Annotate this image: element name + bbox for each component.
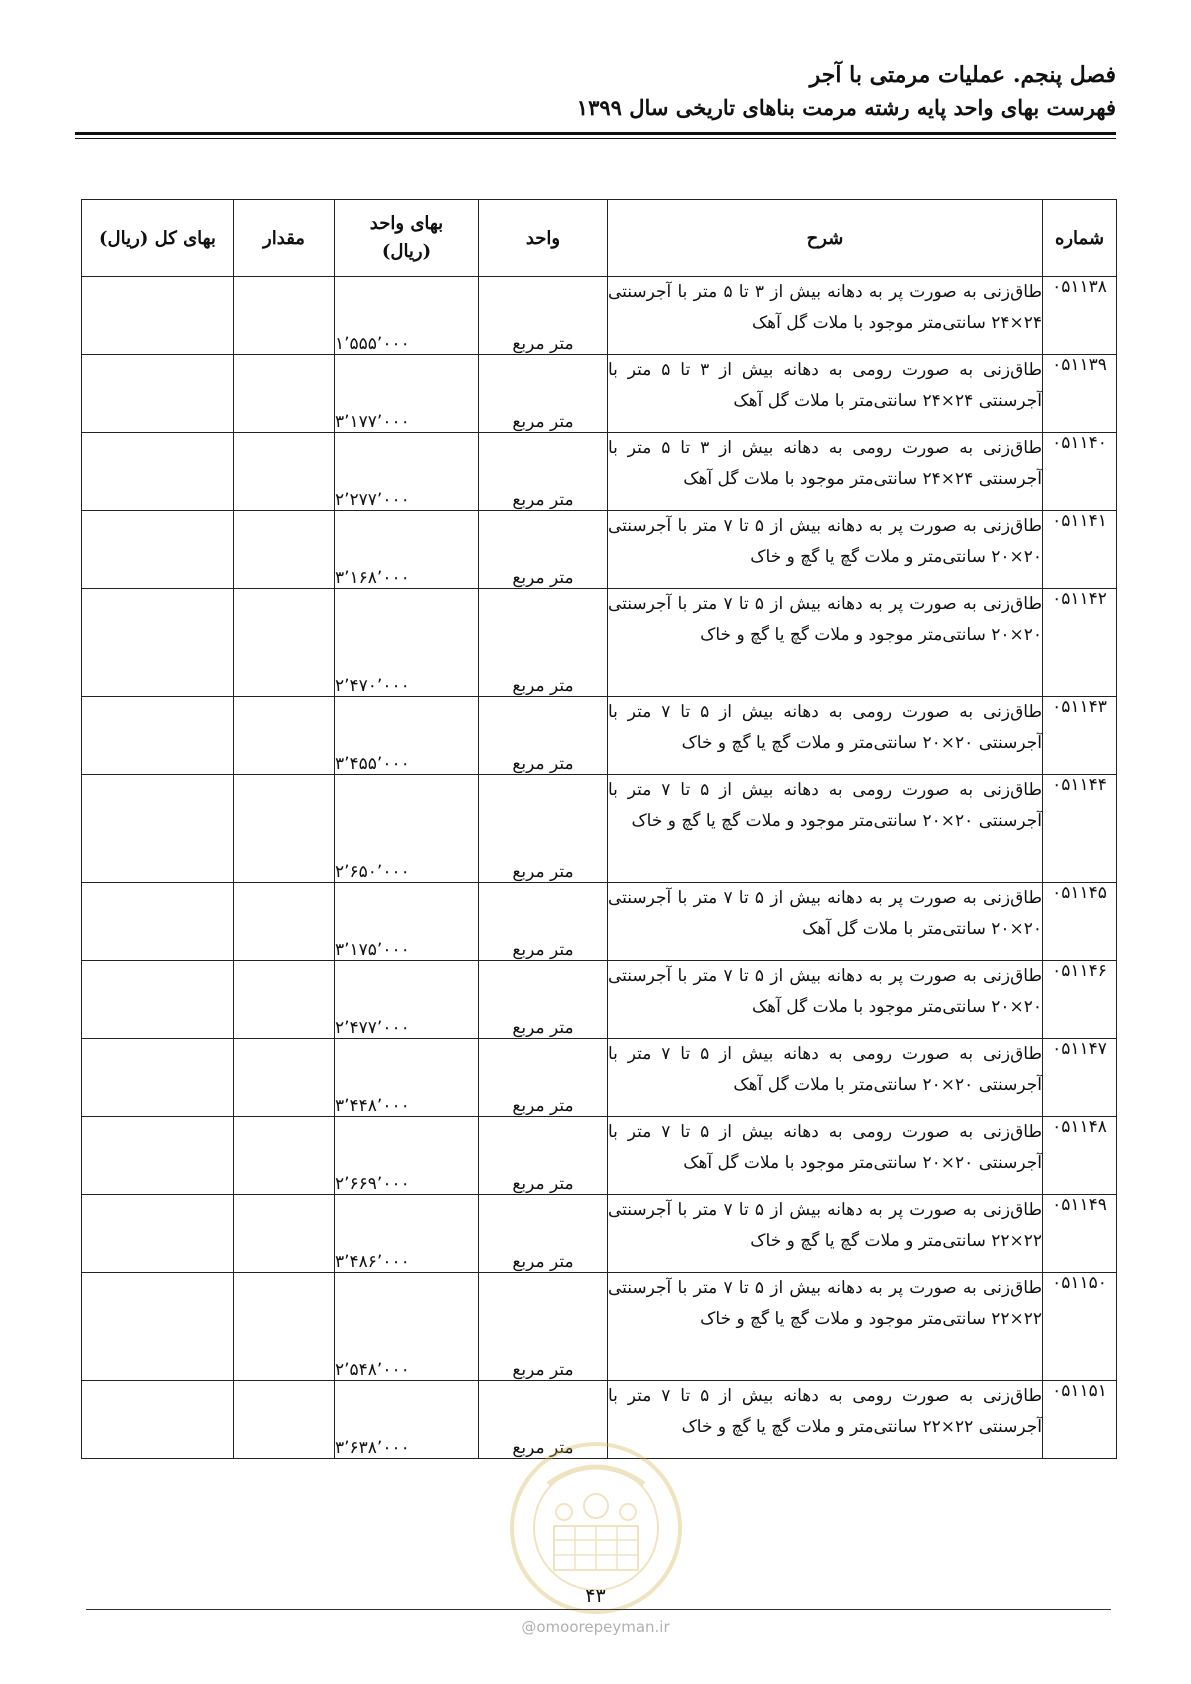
page-header bbox=[75, 58, 1116, 124]
cell-total-price bbox=[82, 1273, 234, 1381]
cell-unit-price: ۲٬۴۷۰٬۰۰۰ bbox=[335, 589, 479, 697]
price-table bbox=[81, 199, 1117, 1459]
cell-total-price bbox=[82, 277, 234, 355]
cell-unit-price: ۳٬۴۴۸٬۰۰۰ bbox=[335, 1039, 479, 1117]
cell-quantity bbox=[234, 1039, 335, 1117]
col-header-unit: واحد bbox=[479, 200, 608, 277]
cell-quantity bbox=[234, 511, 335, 589]
cell-item-number: ۰۵۱۱۴۹ bbox=[1043, 1195, 1117, 1273]
cell-item-number: ۰۵۱۱۴۳ bbox=[1043, 697, 1117, 775]
table-row bbox=[82, 1195, 1117, 1273]
cell-item-number: ۰۵۱۱۵۰ bbox=[1043, 1273, 1117, 1381]
cell-description: طاق‌زنی به صورت پر به دهانه بیش از ۳ تا ۵ متر با آجرسنتی ۲۴×۲۴ سانتی‌متر موجود با ملات گل آهک bbox=[608, 277, 1043, 355]
cell-unit-price: ۱٬۵۵۵٬۰۰۰ bbox=[335, 277, 479, 355]
cell-unit-price: ۳٬۱۷۵٬۰۰۰ bbox=[335, 883, 479, 961]
table-row bbox=[82, 1117, 1117, 1195]
footer-rule bbox=[86, 1609, 1111, 1610]
cell-total-price bbox=[82, 433, 234, 511]
cell-unit: متر مربع bbox=[479, 277, 608, 355]
table-row bbox=[82, 1381, 1117, 1459]
cell-quantity bbox=[234, 883, 335, 961]
cell-description: طاق‌زنی به صورت رومی به دهانه بیش از ۵ تا ۷ متر با آجرسنتی ۲۲×۲۲ سانتی‌متر و ملات گچ یا گچ و خاک bbox=[608, 1381, 1043, 1459]
cell-unit: متر مربع bbox=[479, 1273, 608, 1381]
cell-quantity bbox=[234, 355, 335, 433]
cell-total-price bbox=[82, 883, 234, 961]
col-header-unit-price-line2: (ریال) bbox=[381, 241, 432, 262]
col-header-unit-price-line1: بهای واحد bbox=[369, 213, 444, 234]
cell-unit: متر مربع bbox=[479, 511, 608, 589]
cell-description: طاق‌زنی به صورت رومی به دهانه بیش از ۵ تا ۷ متر با آجرسنتی ۲۰×۲۰ سانتی‌متر موجود و ملات گچ یا گچ و خاک bbox=[608, 775, 1043, 883]
cell-quantity bbox=[234, 589, 335, 697]
cell-quantity bbox=[234, 1381, 335, 1459]
col-header-unit-price bbox=[335, 200, 479, 277]
cell-description: طاق‌زنی به صورت پر به دهانه بیش از ۵ تا ۷ متر با آجرسنتی ۲۲×۲۲ سانتی‌متر و ملات گچ یا گچ و خاک bbox=[608, 1195, 1043, 1273]
cell-unit: متر مربع bbox=[479, 1195, 608, 1273]
cell-unit-price: ۳٬۱۷۷٬۰۰۰ bbox=[335, 355, 479, 433]
cell-item-number: ۰۵۱۱۳۹ bbox=[1043, 355, 1117, 433]
cell-item-number: ۰۵۱۱۵۱ bbox=[1043, 1381, 1117, 1459]
cell-unit-price: ۳٬۶۳۸٬۰۰۰ bbox=[335, 1381, 479, 1459]
cell-quantity bbox=[234, 277, 335, 355]
cell-description: طاق‌زنی به صورت پر به دهانه بیش از ۵ تا ۷ متر با آجرسنتی ۲۰×۲۰ سانتی‌متر با ملات گل آهک bbox=[608, 883, 1043, 961]
cell-unit-price: ۲٬۲۷۷٬۰۰۰ bbox=[335, 433, 479, 511]
col-header-number: شماره bbox=[1043, 200, 1117, 277]
table-row bbox=[82, 1039, 1117, 1117]
cell-unit-price: ۳٬۴۵۵٬۰۰۰ bbox=[335, 697, 479, 775]
cell-description: طاق‌زنی به صورت رومی به دهانه بیش از ۵ تا ۷ متر با آجرسنتی ۲۰×۲۰ سانتی‌متر موجود با ملات گل آهک bbox=[608, 1117, 1043, 1195]
table-row bbox=[82, 883, 1117, 961]
cell-quantity bbox=[234, 961, 335, 1039]
cell-item-number: ۰۵۱۱۴۴ bbox=[1043, 775, 1117, 883]
table-row bbox=[82, 355, 1117, 433]
cell-description: طاق‌زنی به صورت پر به دهانه بیش از ۵ تا ۷ متر با آجرسنتی ۲۰×۲۰ سانتی‌متر موجود و ملات گچ یا گچ و خاک bbox=[608, 589, 1043, 697]
cell-unit: متر مربع bbox=[479, 1039, 608, 1117]
cell-item-number: ۰۵۱۱۴۷ bbox=[1043, 1039, 1117, 1117]
page-number: ۴۳ bbox=[585, 1585, 606, 1607]
table-body bbox=[82, 277, 1117, 1459]
cell-item-number: ۰۵۱۱۴۱ bbox=[1043, 511, 1117, 589]
cell-total-price bbox=[82, 1117, 234, 1195]
cell-total-price bbox=[82, 775, 234, 883]
header-rule-thin bbox=[75, 138, 1116, 139]
cell-unit-price: ۳٬۱۶۸٬۰۰۰ bbox=[335, 511, 479, 589]
table-row bbox=[82, 961, 1117, 1039]
list-title: فهرست بهای واحد پایه رشته مرمت بناهای تاریخی سال ۱۳۹۹ bbox=[576, 95, 1116, 120]
table-header-row bbox=[82, 200, 1117, 277]
header-rule-thick bbox=[75, 132, 1116, 135]
chapter-title: فصل پنجم. عملیات مرمتی با آجر bbox=[809, 62, 1116, 88]
cell-total-price bbox=[82, 961, 234, 1039]
cell-description: طاق‌زنی به صورت رومی به دهانه بیش از ۵ تا ۷ متر با آجرسنتی ۲۰×۲۰ سانتی‌متر با ملات گل آهک bbox=[608, 1039, 1043, 1117]
cell-unit-price: ۲٬۴۷۷٬۰۰۰ bbox=[335, 961, 479, 1039]
cell-quantity bbox=[234, 775, 335, 883]
cell-unit: متر مربع bbox=[479, 883, 608, 961]
cell-total-price bbox=[82, 511, 234, 589]
table-row bbox=[82, 589, 1117, 697]
cell-quantity bbox=[234, 1273, 335, 1381]
col-header-quantity: مقدار bbox=[234, 200, 335, 277]
cell-total-price bbox=[82, 355, 234, 433]
cell-total-price bbox=[82, 1195, 234, 1273]
cell-unit: متر مربع bbox=[479, 697, 608, 775]
cell-description: طاق‌زنی به صورت پر به دهانه بیش از ۵ تا ۷ متر با آجرسنتی ۲۰×۲۰ سانتی‌متر موجود با ملات گل آهک bbox=[608, 961, 1043, 1039]
table-row bbox=[82, 1273, 1117, 1381]
table-row bbox=[82, 775, 1117, 883]
cell-description: طاق‌زنی به صورت پر به دهانه بیش از ۵ تا ۷ متر با آجرسنتی ۲۲×۲۲ سانتی‌متر موجود و ملات گچ یا گچ و خاک bbox=[608, 1273, 1043, 1381]
cell-description: طاق‌زنی به صورت رومی به دهانه بیش از ۳ تا ۵ متر با آجرسنتی ۲۴×۲۴ سانتی‌متر موجود با ملات گل آهک bbox=[608, 433, 1043, 511]
website-watermark: @omoorepeyman.ir bbox=[521, 1618, 670, 1636]
col-header-description: شرح bbox=[608, 200, 1043, 277]
cell-item-number: ۰۵۱۱۴۰ bbox=[1043, 433, 1117, 511]
table-row bbox=[82, 433, 1117, 511]
cell-quantity bbox=[234, 1117, 335, 1195]
table-row bbox=[82, 277, 1117, 355]
cell-unit-price: ۳٬۴۸۶٬۰۰۰ bbox=[335, 1195, 479, 1273]
table-row bbox=[82, 697, 1117, 775]
cell-description: طاق‌زنی به صورت رومی به دهانه بیش از ۳ تا ۵ متر با آجرسنتی ۲۴×۲۴ سانتی‌متر با ملات گل آهک bbox=[608, 355, 1043, 433]
cell-total-price bbox=[82, 1381, 234, 1459]
col-header-total-price: بهای کل (ریال) bbox=[82, 200, 234, 277]
cell-unit-price: ۲٬۶۶۹٬۰۰۰ bbox=[335, 1117, 479, 1195]
cell-unit: متر مربع bbox=[479, 775, 608, 883]
cell-item-number: ۰۵۱۱۴۲ bbox=[1043, 589, 1117, 697]
cell-unit: متر مربع bbox=[479, 961, 608, 1039]
cell-total-price bbox=[82, 697, 234, 775]
cell-unit: متر مربع bbox=[479, 589, 608, 697]
cell-description: طاق‌زنی به صورت پر به دهانه بیش از ۵ تا ۷ متر با آجرسنتی ۲۰×۲۰ سانتی‌متر و ملات گچ یا گچ و خاک bbox=[608, 511, 1043, 589]
cell-item-number: ۰۵۱۱۴۶ bbox=[1043, 961, 1117, 1039]
cell-unit-price: ۲٬۶۵۰٬۰۰۰ bbox=[335, 775, 479, 883]
table-row bbox=[82, 511, 1117, 589]
cell-item-number: ۰۵۱۱۴۸ bbox=[1043, 1117, 1117, 1195]
cell-total-price bbox=[82, 589, 234, 697]
cell-unit: متر مربع bbox=[479, 1381, 608, 1459]
cell-unit: متر مربع bbox=[479, 355, 608, 433]
cell-total-price bbox=[82, 1039, 234, 1117]
cell-quantity bbox=[234, 1195, 335, 1273]
cell-quantity bbox=[234, 433, 335, 511]
cell-unit: متر مربع bbox=[479, 1117, 608, 1195]
cell-quantity bbox=[234, 697, 335, 775]
cell-unit-price: ۲٬۵۴۸٬۰۰۰ bbox=[335, 1273, 479, 1381]
cell-description: طاق‌زنی به صورت رومی به دهانه بیش از ۵ تا ۷ متر با آجرسنتی ۲۰×۲۰ سانتی‌متر و ملات گچ یا گچ و خاک bbox=[608, 697, 1043, 775]
cell-item-number: ۰۵۱۱۳۸ bbox=[1043, 277, 1117, 355]
cell-item-number: ۰۵۱۱۴۵ bbox=[1043, 883, 1117, 961]
cell-unit: متر مربع bbox=[479, 433, 608, 511]
